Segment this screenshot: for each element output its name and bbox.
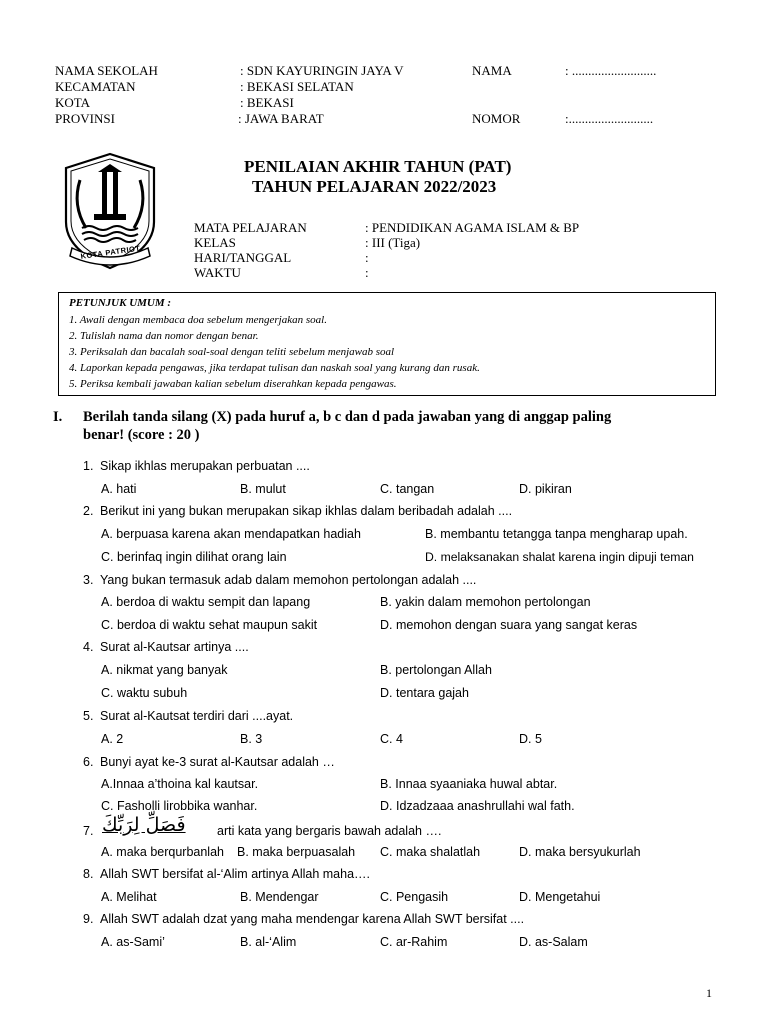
answer-option: A. Melihat: [101, 890, 157, 904]
instruction-item: 2. Tulislah nama dan nomor dengan benar.: [69, 330, 259, 342]
exam-title: PENILAIAN AKHIR TAHUN (PAT): [244, 157, 512, 176]
question-number: 1.: [83, 459, 94, 473]
answer-option: C. waktu subuh: [101, 686, 188, 700]
answer-option: D. as-Salam: [519, 935, 588, 949]
answer-option: B. membantu tetangga tanpa mengharap upah.: [425, 527, 688, 541]
meta-label-subject: MATA PELAJARAN: [194, 220, 307, 235]
meta-value-subject: : PENDIDIKAN AGAMA ISLAM & BP: [365, 220, 580, 235]
question-number: 4.: [83, 640, 94, 654]
question-number: 7.: [83, 824, 94, 838]
answer-option: A. berdoa di waktu sempit dan lapang: [101, 595, 311, 609]
answer-option: B. 3: [240, 732, 263, 746]
question-number: 6.: [83, 755, 94, 769]
question-text: Yang bukan termasuk adab dalam memohon pertolongan adalah ....: [100, 573, 477, 587]
answer-option: A. nikmat yang banyak: [101, 663, 228, 677]
answer-option: B. mulut: [240, 482, 286, 496]
logo-motto: KOTA PATRIOT: [80, 243, 141, 261]
question-text: Sikap ikhlas merupakan perbuatan ....: [100, 459, 310, 473]
answer-option: B. pertolongan Allah: [380, 663, 492, 677]
answer-option: C. tangan: [380, 482, 435, 496]
instruction-item: 5. Periksa kembali jawaban kalian sebelum diserahkan kepada pengawas.: [69, 378, 397, 390]
answer-option: D. pikiran: [519, 482, 572, 496]
answer-option: D. Idzadzaaa anashrullahi wal fath.: [380, 799, 575, 813]
section-number: I.: [53, 409, 63, 425]
header-label-name: NAMA: [472, 63, 512, 78]
arabic-verse: فَصَلِّ لِرَبِّكَ: [102, 814, 186, 836]
meta-label-class: KELAS: [194, 235, 236, 250]
instructions-heading: PETUNJUK UMUM :: [69, 297, 172, 309]
answer-option: D. 5: [519, 732, 542, 746]
header-label-province: PROVINSI: [55, 111, 115, 126]
question-text: Bunyi ayat ke-3 surat al-Kautsar adalah …: [100, 755, 335, 769]
header-label-district: KECAMATAN: [55, 79, 136, 94]
header-value-city: : BEKASI: [240, 95, 294, 110]
page-number: 1: [706, 986, 712, 1000]
answer-option: B. yakin dalam memohon pertolongan: [380, 595, 591, 609]
header-label-school: NAMA SEKOLAH: [55, 63, 158, 78]
question-text: Berikut ini yang bukan merupakan sikap ikhlas dalam beribadah adalah ....: [100, 504, 513, 518]
header-value-district: : BEKASI SELATAN: [240, 79, 354, 94]
answer-option: D. maka bersyukurlah: [519, 845, 641, 859]
answer-option: D. Mengetahui: [519, 890, 601, 904]
answer-option: C. Pengasih: [380, 890, 449, 904]
question-number: 3.: [83, 573, 94, 587]
answer-option: D. memohon dengan suara yang sangat keras: [380, 618, 638, 632]
section-instruction-score: benar! (score : 20 ): [83, 427, 200, 443]
meta-value-time: :: [365, 265, 369, 280]
header-label-number: NOMOR: [472, 111, 521, 126]
answer-option: C. 4: [380, 732, 403, 746]
question-text: Surat al-Kautsar artinya ....: [100, 640, 249, 654]
instruction-item: 4. Laporkan kepada pengawas, jika terdapat tulisan dan naskah soal yang kurang dan rusak.: [69, 362, 480, 374]
header-value-number: :..........................: [565, 111, 654, 126]
header-value-name: : ..........................: [565, 63, 657, 78]
answer-option: C. berinfaq ingin dilihat orang lain: [101, 550, 287, 564]
answer-option: B. Innaa syaaniaka huwal abtar.: [380, 777, 558, 791]
instructions-box: [58, 292, 716, 396]
answer-option: A. hati: [101, 482, 137, 496]
header-value-province: : JAWA BARAT: [238, 111, 324, 126]
question-number: 2.: [83, 504, 94, 518]
header-value-school: : SDN KAYURINGIN JAYA V: [240, 63, 404, 78]
section-instruction: Berilah tanda silang (X) pada huruf a, b c dan d pada jawaban yang di anggap paling: [83, 409, 612, 425]
meta-value-date: :: [365, 250, 369, 265]
answer-option: A. maka berqurbanlah: [101, 845, 224, 859]
answer-option: A. as-Sami’: [101, 935, 165, 949]
instruction-item: 3. Periksalah dan bacalah soal-soal dengan teliti sebelum menjawab soal: [69, 346, 395, 358]
question-text: Allah SWT bersifat al-‘Alim artinya Allah maha….: [100, 867, 371, 881]
meta-label-date: HARI/TANGGAL: [194, 250, 292, 265]
question-text: arti kata yang bergaris bawah adalah ….: [217, 824, 442, 838]
question-text: Allah SWT adalah dzat yang maha mendengar karena Allah SWT bersifat ....: [100, 912, 525, 926]
answer-option: B. al-‘Alim: [240, 935, 297, 949]
question-number: 5.: [83, 709, 94, 723]
header-label-city: KOTA: [55, 95, 91, 110]
answer-option: B. maka berpuasalah: [237, 845, 356, 859]
answer-option: C. maka shalatlah: [380, 845, 481, 859]
question-text: Surat al-Kautsat terdiri dari ....ayat.: [100, 709, 294, 723]
meta-label-time: WAKTU: [194, 265, 241, 280]
question-number: 9.: [83, 912, 94, 926]
answer-option: C. Fasholli lirobbika wanhar.: [101, 799, 258, 813]
answer-option: C. berdoa di waktu sehat maupun sakit: [101, 618, 318, 632]
answer-option: A.Innaa a’thoina kal kautsar.: [101, 777, 259, 791]
question-number: 8.: [83, 867, 94, 881]
answer-option: B. Mendengar: [240, 890, 319, 904]
answer-option: A. berpuasa karena akan mendapatkan hadiah: [101, 527, 361, 541]
answer-option: A. 2: [101, 732, 124, 746]
exam-year: TAHUN PELAJARAN 2022/2023: [252, 177, 497, 196]
answer-option: D. melaksanakan shalat karena ingin dipuji teman: [425, 550, 694, 564]
meta-value-class: : III (Tiga): [365, 235, 421, 250]
answer-option: D. tentara gajah: [380, 686, 469, 700]
answer-option: C. ar-Rahim: [380, 935, 448, 949]
instruction-item: 1. Awali dengan membaca doa sebelum mengerjakan soal.: [69, 314, 327, 326]
